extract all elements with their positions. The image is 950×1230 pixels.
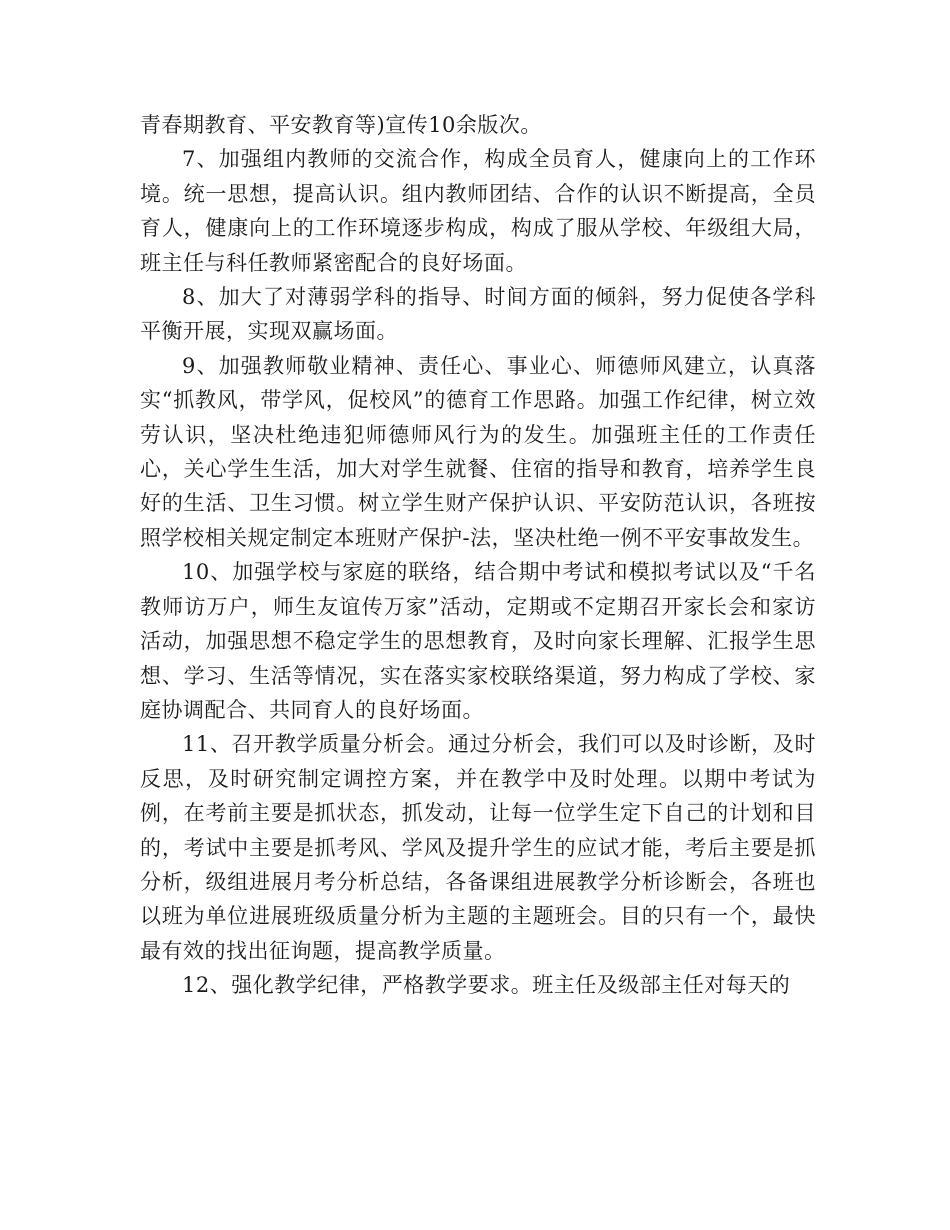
- paragraph-continuation: 青春期教育、平安教育等)宣传10余版次。: [140, 113, 542, 137]
- paragraph-item-7: 7、加强组内教师的交流合作，构成全员育人，健康向上的工作环境。统一思想，提高认识。组内教师团结、合作的认识不断提高，全员育人，健康向上的工作环境逐步构成，构成了服从学校、年级组大局，班主任与科任教师紧密配合的良好场面。: [140, 147, 816, 275]
- paragraph-item-11: 11、召开教学质量分析会。通过分析会，我们可以及时诊断，及时反思，及时研究制定调控方案，并在教学中及时处理。以期中考试为例，在考前主要是抓状态，抓发动，让每一位学生定下自己的计划和目的，考试中主要是抓考风、学风及提升学生的应试才能，考后主要是抓分析，级组进展月考分析总结，各备课组进展教学分析诊断会，各班也以班为单位进展班级质量分析为主题的主题班会。目的只有一个，最快最有效的找出征询题，提高教学质量。: [140, 732, 816, 963]
- document-body: [140, 108, 816, 1003]
- paragraph-item-10: 10、加强学校与家庭的联络，结合期中考试和模拟考试以及“千名教师访万户，师生友谊传万家”活动，定期或不定期召开家长会和家访活动，加强思想不稳定学生的思想教育，及时向家长理解、汇报学生思想、学习、生活等情况，实在落实家校联络渠道，努力构成了学校、家庭协调配合、共同育人的良好场面。: [140, 560, 816, 722]
- paragraph-item-12: 12、强化教学纪律，严格教学要求。班主任及级部主任对每天的: [182, 973, 791, 998]
- paragraph-item-9: 9、加强教师敬业精神、责任心、事业心、师德师风建立，认真落实“抓教风，带学风，促校风”的德育工作思路。加强工作纪律，树立效劳认识，坚决杜绝违犯师德师风行为的发生。加强班主任的工作责任心，关心学生生活，加大对学生就餐、住宿的指导和教育，培养学生良好的生活、卫生习惯。树立学生财产保护认识、平安防范认识，各班按照学校相关规定制定本班财产保护-法，坚决杜绝一例不平安事故发生。: [140, 353, 816, 550]
- paragraph-item-8: 8、加大了对薄弱学科的指导、时间方面的倾斜，努力促使各学科平衡开展，实现双赢场面。: [140, 285, 816, 344]
